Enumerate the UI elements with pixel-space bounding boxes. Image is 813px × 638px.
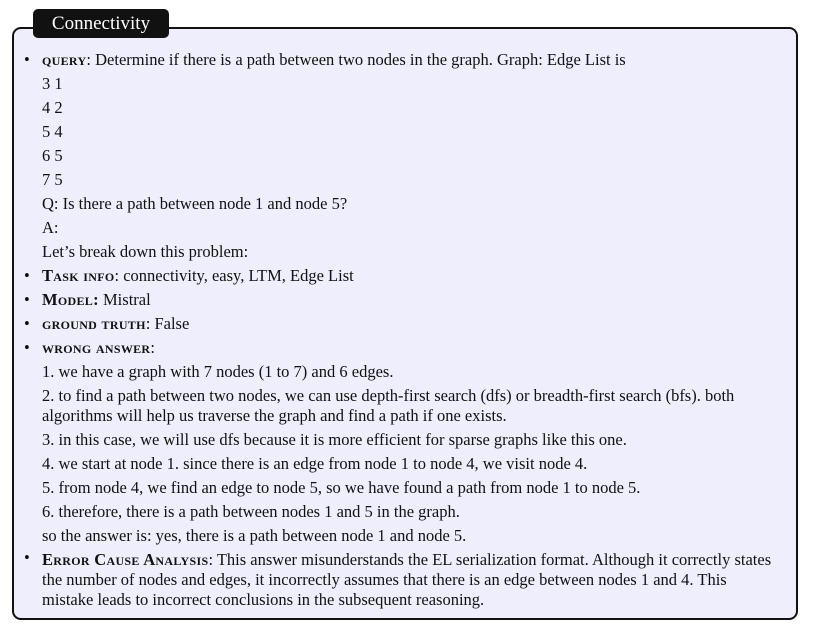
wrong-answer-item (24, 336, 777, 360)
model-text: Mistral (98, 290, 151, 309)
question-line: Q: Is there a path between node 1 and node 5? (42, 194, 348, 213)
error-analysis-item (24, 548, 777, 612)
ground-truth-item (24, 312, 777, 336)
bullet: • (24, 290, 30, 309)
wrong-answer-text: : (150, 338, 155, 357)
bullet: • (24, 548, 30, 567)
answer-step: 1. we have a graph with 7 nodes (1 to 7) and 6 edges. (42, 362, 394, 381)
edge-line: 7 5 (42, 170, 63, 189)
ground-truth-label: ground truth (42, 314, 146, 333)
answer-conclusion: so the answer is: yes, there is a path between node 1 and node 5. (42, 526, 467, 545)
edge-line: 5 4 (42, 122, 63, 141)
bullet: • (24, 50, 30, 69)
edge-line: 6 5 (42, 146, 63, 165)
task-info-label: Task info (42, 266, 115, 285)
query-text: : Determine if there is a path between two nodes in the graph. Graph: Edge List is (86, 50, 626, 69)
answer-step: 6. therefore, there is a path between nodes 1 and 5 in the graph. (42, 502, 460, 521)
answer-step: 2. to find a path between two nodes, we can use depth-first search (dfs) or breadth-first search (bfs). both algorithms will help us traverse the graph and find a path if one exists. (42, 386, 735, 425)
error-analysis-text: : This answer misunderstands the EL serialization format. Although it correctly states the number of nodes and edges, it incorrectly assumes that there is an edge between nodes 1 and 4. This mistake leads to incorrect conclusions in the subsequent reasoning. (42, 550, 772, 609)
query-label: query (42, 50, 87, 69)
answer-step: 4. we start at node 1. since there is an edge from node 1 to node 4, we visit node 4. (42, 454, 588, 473)
wrong-answer-label: wrong answer (42, 338, 151, 357)
breakdown-line: Let’s break down this problem: (42, 242, 249, 261)
task-info-item (24, 264, 777, 288)
error-analysis-label: Error Cause Analysis (42, 550, 209, 569)
bullet: • (24, 266, 30, 285)
bullet: • (24, 338, 30, 357)
example-content (24, 48, 777, 612)
task-info-text: : connectivity, easy, LTM, Edge List (114, 266, 354, 285)
model-label: Model: (42, 290, 99, 309)
answer-step: 3. in this case, we will use dfs because it is more efficient for sparse graphs like this one. (42, 430, 627, 449)
bullet: • (24, 314, 30, 333)
answer-step: 5. from node 4, we find an edge to node 5, so we have found a path from node 1 to node 5. (42, 478, 641, 497)
answer-prompt: A: (42, 218, 59, 237)
edge-line: 3 1 (42, 74, 63, 93)
title-badge: Connectivity (33, 9, 169, 38)
query-item (24, 48, 777, 72)
edge-line: 4 2 (42, 98, 63, 117)
model-item (24, 288, 777, 312)
ground-truth-text: : False (145, 314, 190, 333)
